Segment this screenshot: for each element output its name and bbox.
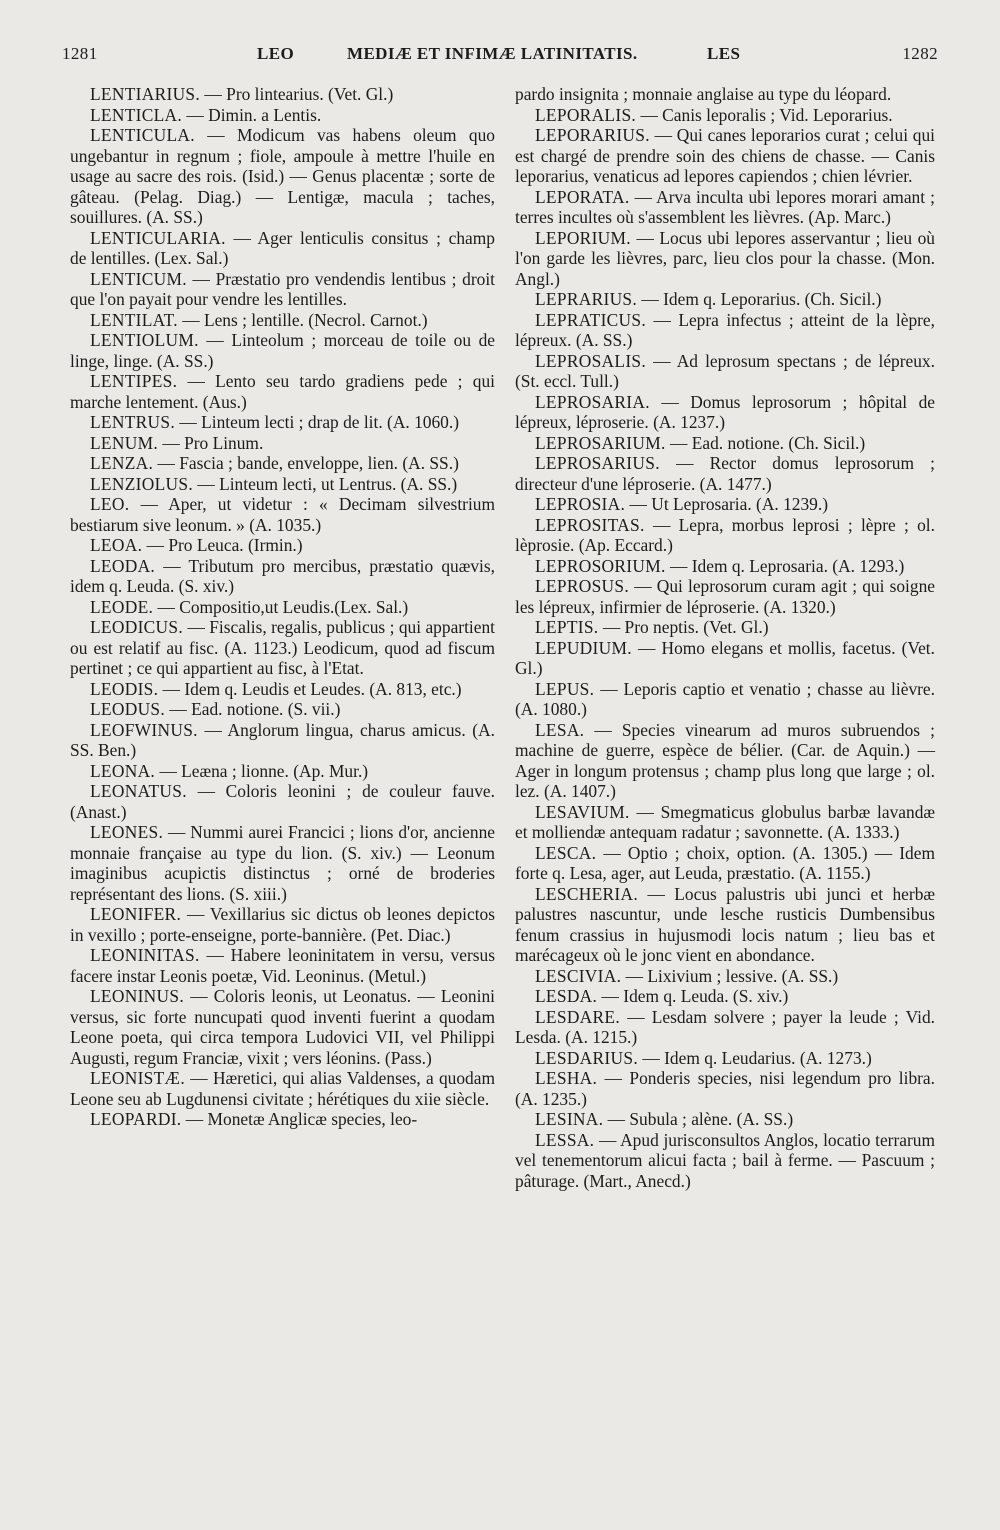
entry-headword: LEO. xyxy=(90,494,130,514)
entry-headword: LEONINUS. xyxy=(90,986,184,1006)
entry-definition: — Vexillarius sic dictus ob leones depictos in vexillo ; porte-enseigne, porte-bannière. (Pet. Diac.) xyxy=(70,904,495,945)
entry-definition: — Pro Linum. xyxy=(162,432,264,453)
entry-headword: LEPROSUS. xyxy=(535,576,630,596)
entry-definition: — Coloris leonis, ut Leonatus. — Leonini versus, sic forte nuncupati quod inventi fuerint a quodam Leone poeta, qui circa tempora Ludovici VII, vel Philippi Augusti, regum Franciæ, vixit ; vers léonins. (Pass.) xyxy=(70,986,495,1068)
entry-definition: — Arva inculta ubi lepores morari amant ; terres incultes où s'assemblent les lièvres. (Ap. Marc.) xyxy=(515,186,935,227)
entry-definition: — Fiscalis, regalis, publicus ; qui appartient ou est relatif au fisc. (A. 1123.) Leodicum, quod ad fiscum pertinet ; ce qui appartient au fisc, à l'Etat. xyxy=(70,617,495,678)
entry-definition: — Linteolum ; morceau de toile ou de linge, linge. (A. SS.) xyxy=(70,330,495,371)
entry-headword: LESDARE. xyxy=(535,1006,621,1027)
entry-headword: LESCA. xyxy=(535,842,597,863)
entry-headword: LEODICUS. xyxy=(90,617,184,637)
entry-headword: LEPRARIUS. xyxy=(535,289,638,309)
entry-headword: LENTICULARIA. xyxy=(90,227,226,248)
entry-definition: — Pro lintearius. (Vet. Gl.) xyxy=(204,84,394,104)
dictionary-entry xyxy=(70,945,495,986)
left-column xyxy=(70,84,495,1130)
entry-headword: LENZIOLUS. xyxy=(90,473,193,494)
entry-definition: — Monetæ Anglicæ species, leo- xyxy=(185,1109,418,1129)
dictionary-entry xyxy=(70,1109,495,1130)
dictionary-entry xyxy=(70,310,495,331)
dictionary-entry xyxy=(70,822,495,904)
entry-definition: pardo insignita ; monnaie anglaise au type du léopard. xyxy=(515,84,892,104)
entry-definition: — Domus leprosorum ; hôpital de lépreux, léproserie. (A. 1237.) xyxy=(515,391,935,432)
dictionary-entry xyxy=(515,310,935,351)
entry-definition: — Hæretici, qui alias Valdenses, a quodam Leone seu ab Lugdunensi civitate ; hérétiques du xiie siècle. xyxy=(70,1068,495,1109)
entry-definition: — Lepra, morbus leprosi ; lèpre ; ol. lèprosie. (Ap. Eccard.) xyxy=(515,514,935,555)
entry-definition: — Pro neptis. (Vet. Gl.) xyxy=(602,617,769,637)
entry-headword: LEPUS. xyxy=(535,678,595,699)
entry-definition: — Idem q. Leuda. (S. xiv.) xyxy=(601,986,789,1006)
dictionary-entry xyxy=(70,617,495,679)
dictionary-entry xyxy=(70,371,495,412)
entry-definition: — Ad leprosum spectans ; de lépreux. (St. eccl. Tull.) xyxy=(515,350,935,391)
entry-definition: — Idem q. Leporarius. (Ch. Sicil.) xyxy=(641,289,882,309)
dictionary-entry xyxy=(515,720,935,802)
dictionary-entry xyxy=(70,1068,495,1109)
right-column xyxy=(515,84,935,1191)
entry-headword: LESHA. xyxy=(535,1068,598,1088)
entry-headword: LENTICLA. xyxy=(90,104,183,125)
dictionary-entry xyxy=(70,269,495,310)
dictionary-entry xyxy=(515,187,935,228)
dictionary-entry xyxy=(515,105,935,126)
dictionary-entry xyxy=(515,843,935,884)
entry-headword: LEODE. xyxy=(90,596,154,617)
entry-definition: — Lens ; lentille. (Necrol. Carnot.) xyxy=(182,309,428,330)
entry-headword: LENTIPES. xyxy=(90,371,178,391)
entry-definition: — Dimin. a Lentis. xyxy=(186,104,322,125)
entry-headword: LESDARIUS. xyxy=(535,1047,639,1068)
entry-headword: LEPROSITAS. xyxy=(535,514,645,535)
dictionary-entry xyxy=(70,330,495,371)
entry-definition: — Nummi aurei Francici ; lions d'or, ancienne monnaie française au type du lion. (S. xiv.) — Leonum imaginibus acupictis distinctus ; orné de broderies représentant des lions. (S. xiii.) xyxy=(70,822,495,904)
entry-headword: LEPORATA. xyxy=(535,186,630,207)
entry-headword: LEPROSORIUM. xyxy=(535,555,666,576)
dictionary-entry xyxy=(515,884,935,966)
entry-headword: LENTRUS. xyxy=(90,412,176,432)
entry-definition: — Præstatio pro vendendis lentibus ; droit que l'on payait pour vendre les lentilles. xyxy=(70,268,495,309)
dictionary-entry xyxy=(70,453,495,474)
entry-headword: LEOPARDI. xyxy=(90,1109,182,1129)
entry-definition: — Lesdam solvere ; payer la leude ; Vid. Lesda. (A. 1215.) xyxy=(515,1006,935,1047)
entry-headword: LEONA. xyxy=(90,760,156,781)
entry-headword: LENZA. xyxy=(90,453,154,473)
dictionary-entry xyxy=(515,84,935,105)
entry-headword: LEPORALIS. xyxy=(535,104,637,125)
entry-headword: LEPRATICUS. xyxy=(535,309,647,330)
entry-definition: — Compositio,ut Leudis.(Lex. Sal.) xyxy=(157,596,409,617)
entry-headword: LESA. xyxy=(535,719,585,740)
dictionary-entry xyxy=(515,638,935,679)
dictionary-entry xyxy=(515,556,935,577)
entry-definition: — Subula ; alène. (A. SS.) xyxy=(607,1109,794,1129)
page-number-right: 1282 xyxy=(902,44,938,63)
running-title: MEDIÆ ET INFIMÆ LATINITATIS. xyxy=(347,44,638,63)
entry-definition: — Fascia ; bande, enveloppe, lien. (A. SS.) xyxy=(157,453,459,473)
entry-headword: LEONINITAS. xyxy=(90,945,200,965)
dictionary-entry xyxy=(515,125,935,187)
dictionary-entry xyxy=(515,1109,935,1130)
entry-headword: LEOA. xyxy=(90,535,143,555)
entry-headword: LENTILAT. xyxy=(90,309,178,330)
entry-definition: — Idem q. Leudis et Leudes. (A. 813, etc.) xyxy=(162,678,462,699)
dictionary-entry xyxy=(515,1048,935,1069)
dictionary-entry xyxy=(70,597,495,618)
entry-definition: — Tributum pro mercibus, præstatio quævis, idem q. Leuda. (S. xiv.) xyxy=(70,555,495,596)
entry-headword: LEPORARIUS. xyxy=(535,125,650,145)
entry-definition: — Smegmaticus globulus barbæ lavandæ et molliendæ antequam radatur ; savonnette. (A. 1333.) xyxy=(515,801,935,842)
entry-definition: — Homo elegans et mollis, facetus. (Vet. Gl.) xyxy=(515,637,935,678)
entry-headword: LEODA. xyxy=(90,555,156,576)
dictionary-entry xyxy=(70,125,495,228)
dictionary-entry xyxy=(70,433,495,454)
entry-definition: — Qui leprosorum curam agit ; qui soigne les lépreux, infirmier de léproserie. (A. 1320.) xyxy=(515,576,935,617)
entry-headword: LEOFWINUS. xyxy=(90,719,198,740)
entry-definition: — Aper, ut videtur : « Decimam silvestrium bestiarum sive leonum. » (A. 1035.) xyxy=(70,494,495,535)
dictionary-entry xyxy=(515,617,935,638)
entry-definition: — Ponderis species, nisi legendum pro libra. (A. 1235.) xyxy=(515,1068,935,1109)
entry-headword: LENTICUM. xyxy=(90,268,187,289)
entry-headword: LEONES. xyxy=(90,822,164,842)
entry-definition: — Modicum vas habens oleum quo ungebantur in regnum ; fiole, ampoule à mettre l'huile en usage au sacre des rois. (Isid.) — Genus placentæ ; sorte de gâteau. (Pelag. Diag.) — Lentigæ, macula ; taches, souillures. (A. SS.) xyxy=(70,125,495,227)
entry-definition: — Ead. notione. (S. vii.) xyxy=(169,699,341,719)
entry-definition: — Habere leoninitatem in versu, versus facere instar Leonis poetæ, Vid. Leoninus. (Metul.) xyxy=(70,945,495,986)
dictionary-entry xyxy=(70,412,495,433)
running-head-left: LEO xyxy=(257,44,295,63)
dictionary-entry xyxy=(515,392,935,433)
dictionary-entry xyxy=(515,494,935,515)
dictionary-entry xyxy=(70,720,495,761)
running-head-right: LES xyxy=(707,44,741,63)
dictionary-entry xyxy=(515,1007,935,1048)
entry-headword: LESDA. xyxy=(535,986,598,1006)
dictionary-entry xyxy=(70,535,495,556)
entry-definition: — Apud jurisconsultos Anglos, locatio terrarum vel tenementorum alicui facta ; bail à ferme. — Pascuum ; pâturage. (Mart., Anecd.) xyxy=(515,1129,935,1191)
entry-definition: — Anglorum lingua, charus amicus. (A. SS. Ben.) xyxy=(70,719,495,760)
entry-definition: — Idem q. Leprosaria. (A. 1293.) xyxy=(670,555,905,576)
dictionary-entry xyxy=(70,84,495,105)
entry-definition: — Ager lenticulis consitus ; champ de lentilles. (Lex. Sal.) xyxy=(70,227,495,268)
entry-headword: LEONIFER. xyxy=(90,904,182,924)
dictionary-entry xyxy=(515,966,935,987)
entry-definition: — Lento seu tardo gradiens pede ; qui marche lentement. (Aus.) xyxy=(70,371,495,412)
dictionary-entry xyxy=(515,453,935,494)
entry-headword: LEONATUS. xyxy=(90,781,187,801)
entry-definition: — Leæna ; lionne. (Ap. Mur.) xyxy=(159,760,369,781)
dictionary-entry xyxy=(515,228,935,290)
entry-headword: LEPROSARIUM. xyxy=(535,432,666,453)
entry-definition: — Ut Leprosaria. (A. 1239.) xyxy=(629,494,829,514)
dictionary-entry xyxy=(515,1130,935,1192)
dictionary-entry xyxy=(515,289,935,310)
dictionary-entry xyxy=(70,105,495,126)
entry-definition: — Locus ubi lepores asservantur ; lieu où l'on garde les lièvres, parc, lieu clos pour la chasse. (Mon. Angl.) xyxy=(515,227,935,289)
entry-headword: LENTIARIUS. xyxy=(90,84,201,104)
entry-headword: LEODIS. xyxy=(90,678,159,699)
dictionary-entry xyxy=(515,679,935,720)
entry-definition: — Coloris leonini ; de couleur fauve. (Anast.) xyxy=(70,781,495,822)
entry-headword: LENTIOLUM. xyxy=(90,330,199,350)
entry-headword: LEPROSIA. xyxy=(535,494,626,514)
entry-headword: LENTICULA. xyxy=(90,125,195,145)
entry-definition: — Species vinearum ad muros subruendos ; machine de guerre, espèce de bélier. (Car. de Aquin.) — Ager in longum protensus ; champ plus long que large ; ol. lez. (A. 1407.) xyxy=(515,719,935,801)
entry-headword: LEPROSARIA. xyxy=(535,391,650,412)
entry-definition: — Optio ; choix, option. (A. 1305.) — Idem forte q. Lesa, ager, aut Leuda, præstatio. (A. 1155.) xyxy=(515,842,935,883)
entry-definition: — Lepra infectus ; atteint de la lèpre, lépreux. (A. SS.) xyxy=(515,309,935,350)
dictionary-entry xyxy=(70,699,495,720)
dictionary-entry xyxy=(515,802,935,843)
entry-headword: LEPROSALIS. xyxy=(535,350,647,371)
entry-definition: — Idem q. Leudarius. (A. 1273.) xyxy=(642,1047,872,1068)
entry-definition: — Ead. notione. (Ch. Sicil.) xyxy=(670,432,866,453)
dictionary-entry xyxy=(515,986,935,1007)
entry-headword: LEPROSARIUS. xyxy=(535,453,660,473)
dictionary-entry xyxy=(70,904,495,945)
entry-headword: LESCIVIA. xyxy=(535,965,622,986)
dictionary-entry xyxy=(515,351,935,392)
entry-headword: LESCHERIA. xyxy=(535,883,638,904)
entry-definition: — Canis leporalis ; Vid. Leporarius. xyxy=(640,104,893,125)
dictionary-entry xyxy=(70,228,495,269)
dictionary-entry xyxy=(70,556,495,597)
entry-headword: LEPUDIUM. xyxy=(535,637,632,658)
entry-headword: LEPTIS. xyxy=(535,617,599,637)
page-number-left: 1281 xyxy=(62,44,98,63)
dictionary-entry xyxy=(70,679,495,700)
entry-headword: LESAVIUM. xyxy=(535,801,630,822)
dictionary-entry xyxy=(70,474,495,495)
entry-headword: LEPORIUM. xyxy=(535,227,631,248)
dictionary-entry xyxy=(70,986,495,1068)
entry-definition: — Pro Leuca. (Irmin.) xyxy=(146,535,303,555)
dictionary-entry xyxy=(515,576,935,617)
dictionary-entry xyxy=(70,781,495,822)
dictionary-entry xyxy=(70,761,495,782)
entry-headword: LEODUS. xyxy=(90,699,166,719)
dictionary-entry xyxy=(515,515,935,556)
entry-definition: — Leporis captio et venatio ; chasse au lièvre. (A. 1080.) xyxy=(515,678,935,719)
dictionary-entry xyxy=(70,494,495,535)
entry-definition: — Rector domus leprosorum ; directeur d'une léproserie. (A. 1477.) xyxy=(515,453,935,494)
entry-headword: LEONISTÆ. xyxy=(90,1068,185,1088)
dictionary-entry xyxy=(515,1068,935,1109)
entry-definition: — Linteum lecti, ut Lentrus. (A. SS.) xyxy=(197,473,458,494)
entry-definition: — Lixivium ; lessive. (A. SS.) xyxy=(625,965,839,986)
entry-headword: LESINA. xyxy=(535,1109,604,1129)
entry-definition: — Linteum lecti ; drap de lit. (A. 1060.) xyxy=(179,412,460,432)
entry-definition: — Qui canes leporarios curat ; celui qui est chargé de prendre soin des chiens de chasse. — Canis leporarius, venaticus ad lepores capiendos ; chien lévrier. xyxy=(515,125,935,186)
entry-headword: LENUM. xyxy=(90,432,158,453)
entry-headword: LESSA. xyxy=(535,1129,595,1150)
page-header xyxy=(62,44,938,74)
entry-definition: — Locus palustris ubi junci et herbæ palustres nascuntur, unde lesche rusticis Dumbensibus fenum crassius in hujusmodi locis natum ; lieu bas et marécageux où le jonc vient en abondance. xyxy=(515,883,935,965)
dictionary-entry xyxy=(515,433,935,454)
